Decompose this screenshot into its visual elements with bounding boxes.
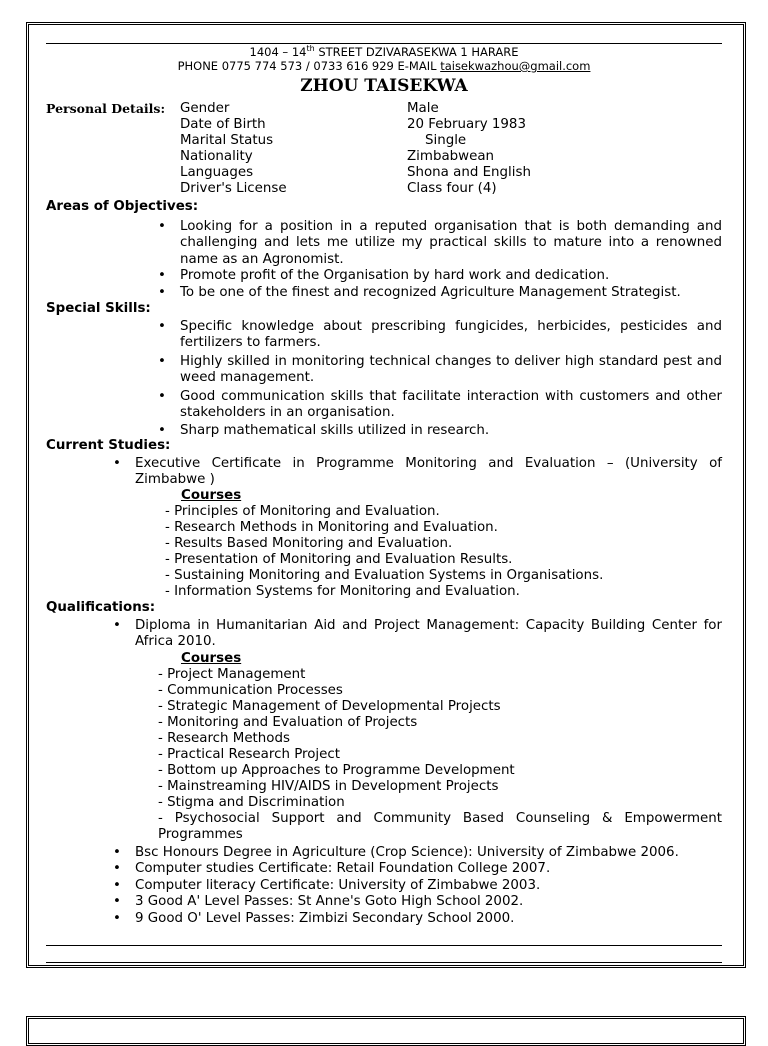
objectives-heading: Areas of Objectives:: [46, 199, 199, 214]
email-link[interactable]: taisekwazhou@gmail.com: [440, 59, 591, 73]
diploma-list: [113, 618, 722, 651]
course-item: - Stigma and Discrimination: [158, 795, 345, 810]
course-item: - Practical Research Project: [158, 747, 341, 762]
next-page-border: [26, 1016, 746, 1046]
course-item: - Research Methods in Monitoring and Evaluation.: [165, 520, 498, 535]
course-item: - Results Based Monitoring and Evaluation.: [165, 536, 453, 551]
personal-row: Driver's License Class four (4): [180, 181, 497, 196]
list-item: • Highly skilled in monitoring technical changes to deliver high standard pest and weed management.: [158, 353, 722, 386]
skills-heading: Special Skills:: [46, 301, 151, 316]
list-item: • Sharp mathematical skills utilized in research.: [158, 423, 490, 439]
list-item: • Diploma in Humanitarian Aid and Project Management: Capacity Building Center for Africa 2010.: [113, 618, 722, 650]
personal-row: Gender Male: [180, 101, 439, 116]
contact-line: PHONE 0775 774 573 / 0733 616 929 E-MAIL taisekwazhou@gmail.com: [177, 59, 591, 73]
studies-heading: Current Studies:: [46, 438, 171, 453]
personal-row: Marital Status Single: [180, 133, 467, 148]
course-item: - Bottom up Approaches to Programme Development: [158, 763, 515, 778]
course-item: - Communication Processes: [158, 683, 343, 698]
personal-row: Languages Shona and English: [180, 165, 531, 180]
personal-row: Nationality Zimbabwean: [180, 149, 495, 164]
list-item: • Computer literacy Certificate: University of Zimbabwe 2003.: [113, 877, 541, 893]
course-item: - Presentation of Monitoring and Evaluation Results.: [165, 552, 513, 567]
course-item: - Sustaining Monitoring and Evaluation Systems in Organisations.: [165, 568, 604, 583]
course-item: - Psychosocial Support and Community Based Counseling & Empowerment Programmes: [158, 811, 722, 843]
bottom-rule: [46, 945, 722, 946]
address-line: 1404 – 14th STREET DZIVARASEKWA 1 HARARE: [249, 44, 519, 59]
qualifications-heading: Qualifications:: [46, 600, 156, 615]
list-item: • Looking for a position in a reputed organisation that is both demanding and challenging and lets me utilize my practical skills to mature into a renowned name as an Agronomist.: [158, 219, 722, 267]
course-item: - Monitoring and Evaluation of Projects: [158, 715, 418, 730]
objectives-list: [158, 219, 722, 301]
course-item: - Strategic Management of Developmental Projects: [158, 699, 501, 714]
studies-courses-heading: Courses: [181, 488, 242, 503]
list-item: • To be one of the finest and recognized Agriculture Management Strategist.: [158, 284, 681, 300]
bottom-rule: [46, 962, 722, 963]
skills-list: [158, 319, 722, 440]
list-item: • Computer studies Certificate: Retail Foundation College 2007.: [113, 861, 551, 877]
qualifications-courses-heading: Courses: [181, 651, 242, 666]
course-item: - Research Methods: [158, 731, 290, 746]
studies-list: [113, 456, 722, 489]
list-item: • 3 Good A' Level Passes: St Anne's Goto High School 2002.: [113, 894, 524, 910]
personal-details-label: Personal Details:: [46, 101, 166, 116]
course-item: - Mainstreaming HIV/AIDS in Development Projects: [158, 779, 499, 794]
candidate-name: ZHOU TAISEKWA: [300, 76, 468, 96]
list-item: • Good communication skills that facilitate interaction with customers and other stakeholders in an organisation.: [158, 388, 722, 421]
list-item: • Specific knowledge about prescribing fungicides, herbicides, pesticides and fertilizers to farmers.: [158, 319, 722, 351]
list-item: • 9 Good O' Level Passes: Zimbizi Secondary School 2000.: [113, 910, 515, 926]
qualifications-list: [113, 845, 722, 927]
list-item: • Bsc Honours Degree in Agriculture (Crop Science): University of Zimbabwe 2006.: [113, 845, 679, 860]
list-item: • Promote profit of the Organisation by hard work and dedication.: [158, 268, 610, 284]
list-item: • Executive Certificate in Programme Monitoring and Evaluation – (University of Zimbabwe ): [113, 456, 722, 488]
course-item: - Information Systems for Monitoring and Evaluation.: [165, 584, 520, 599]
course-item: - Project Management: [158, 667, 306, 682]
personal-row: Date of Birth 20 February 1983: [180, 117, 526, 132]
course-item: - Principles of Monitoring and Evaluation.: [165, 504, 440, 519]
